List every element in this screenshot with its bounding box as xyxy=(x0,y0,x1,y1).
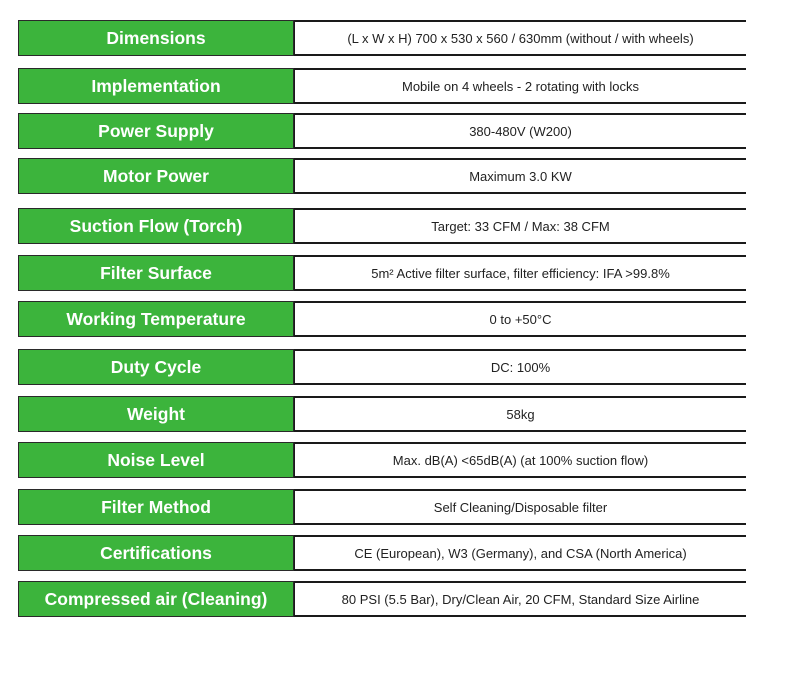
spec-value: Max. dB(A) <65dB(A) (at 100% suction flow) xyxy=(294,442,746,478)
spec-value: Maximum 3.0 KW xyxy=(294,158,746,194)
spec-label: Certifications xyxy=(18,535,294,571)
spec-value: CE (European), W3 (Germany), and CSA (North America) xyxy=(294,535,746,571)
spec-label: Power Supply xyxy=(18,113,294,149)
spec-value: Self Cleaning/Disposable filter xyxy=(294,489,746,525)
spec-value: 0 to +50°C xyxy=(294,301,746,337)
spec-value: 58kg xyxy=(294,396,746,432)
spec-label: Weight xyxy=(18,396,294,432)
spec-label: Dimensions xyxy=(18,20,294,56)
spec-label: Working Temperature xyxy=(18,301,294,337)
spec-value: 5m² Active filter surface, filter efficiency: IFA >99.8% xyxy=(294,255,746,291)
spec-label: Noise Level xyxy=(18,442,294,478)
spec-value: DC: 100% xyxy=(294,349,746,385)
spec-value: Target: 33 CFM / Max: 38 CFM xyxy=(294,208,746,244)
spec-label: Duty Cycle xyxy=(18,349,294,385)
spec-value: 80 PSI (5.5 Bar), Dry/Clean Air, 20 CFM, Standard Size Airline xyxy=(294,581,746,617)
spec-label: Filter Surface xyxy=(18,255,294,291)
spec-label: Suction Flow (Torch) xyxy=(18,208,294,244)
spec-label: Implementation xyxy=(18,68,294,104)
spec-value: 380-480V (W200) xyxy=(294,113,746,149)
spec-value: Mobile on 4 wheels - 2 rotating with locks xyxy=(294,68,746,104)
spec-label: Motor Power xyxy=(18,158,294,194)
spec-value: (L x W x H) 700 x 530 x 560 / 630mm (without / with wheels) xyxy=(294,20,746,56)
spec-label: Filter Method xyxy=(18,489,294,525)
spec-label: Compressed air (Cleaning) xyxy=(18,581,294,617)
